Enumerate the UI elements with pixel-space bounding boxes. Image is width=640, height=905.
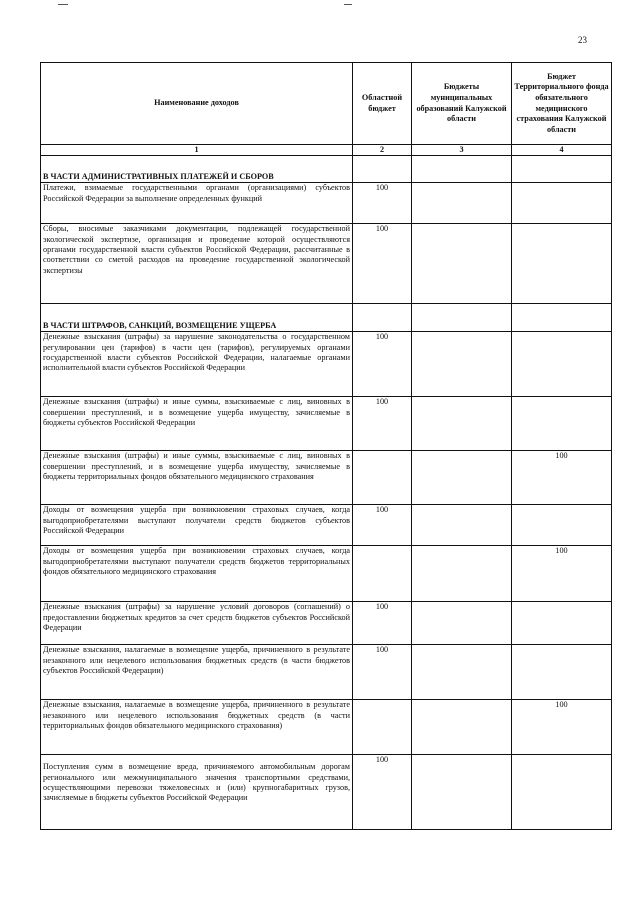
- municipal-share: [412, 700, 512, 755]
- revenue-distribution-table: [40, 62, 612, 830]
- tfoms-share: 100: [512, 700, 612, 755]
- table-row: [41, 451, 612, 505]
- municipal-share: [412, 332, 512, 397]
- scan-artifact-mark: [344, 4, 352, 5]
- table-row: [41, 397, 612, 451]
- regional-share: 100: [353, 183, 412, 224]
- tfoms-share: 100: [512, 546, 612, 602]
- municipal-share: [412, 397, 512, 451]
- regional-share: 100: [353, 645, 412, 700]
- tfoms-share: [512, 645, 612, 700]
- municipal-share: [412, 183, 512, 224]
- column-number: 3: [412, 145, 512, 156]
- municipal-share: [412, 645, 512, 700]
- income-name: Поступления сумм в возмещение вреда, причиняемого автомобильным дорогам регионального или межмуниципального значения транспортными средствами, осуществляющими перевозки тяжеловесных и (или) крупногабаритных грузов, зачисляемые в бюджеты субъектов Российской Федерации: [41, 755, 353, 830]
- section-row: [41, 304, 612, 332]
- tfoms-share: [512, 224, 612, 304]
- table-row: [41, 224, 612, 304]
- table-row: [41, 183, 612, 224]
- table-row: [41, 755, 612, 830]
- income-name: Денежные взыскания (штрафы) за нарушение условий договоров (соглашений) о предоставлении бюджетных кредитов за счет средств бюджетов субъектов Российской Федерации: [41, 602, 353, 645]
- regional-share: 100: [353, 332, 412, 397]
- header-row: [41, 63, 612, 145]
- income-name: Платежи, взимаемые государственными органами (организациями) субъектов Российской Федерации за выполнение определенных функций: [41, 183, 353, 224]
- table-row: [41, 645, 612, 700]
- income-name: Денежные взыскания, налагаемые в возмещение ущерба, причиненного в результате незаконного или нецелевого использования бюджетных средств (в части территориальных фондов обязательного медицинского страхования): [41, 700, 353, 755]
- income-name: Денежные взыскания (штрафы) и иные суммы, взыскиваемые с лиц, виновных в совершении преступлений, и в возмещение ущерба имуществу, зачисляемые в бюджеты субъектов Российской Федерации: [41, 397, 353, 451]
- income-name: Денежные взыскания (штрафы) и иные суммы, взыскиваемые с лиц, виновных в совершении преступлений, и в возмещение ущерба имуществу, зачисляемые в бюджеты территориальных фондов обязательного медицинского страхования: [41, 451, 353, 505]
- municipal-share: [412, 224, 512, 304]
- tfoms-share: [512, 183, 612, 224]
- regional-share: 100: [353, 505, 412, 546]
- column-number-row: [41, 145, 612, 156]
- table-row: [41, 332, 612, 397]
- header-regional-budget: Областной бюджет: [353, 63, 412, 145]
- column-number: 2: [353, 145, 412, 156]
- regional-share: 100: [353, 397, 412, 451]
- header-income-name: Наименование доходов: [41, 63, 353, 145]
- municipal-share: [412, 505, 512, 546]
- column-number: 4: [512, 145, 612, 156]
- tfoms-share: [512, 602, 612, 645]
- section-row: [41, 156, 612, 183]
- regional-share: 100: [353, 224, 412, 304]
- section-title: В ЧАСТИ ШТРАФОВ, САНКЦИЙ, ВОЗМЕЩЕНИЕ УЩЕРБА: [41, 304, 353, 332]
- income-name: Сборы, вносимые заказчиками документации, подлежащей государственной экологической экспертизе, организация и проведение которой осуществляются органами государственной власти субъектов Российской Федерации, рассчитанные в соответствии со сметой расходов на проведение государственной экологической экспертизы: [41, 224, 353, 304]
- municipal-share: [412, 451, 512, 505]
- table-row: [41, 700, 612, 755]
- municipal-share: [412, 546, 512, 602]
- income-name: Доходы от возмещения ущерба при возникновении страховых случаев, когда выгодоприобретателями выступают получатели средств бюджетов территориальных фондов обязательного медицинского страхования: [41, 546, 353, 602]
- income-name: Денежные взыскания (штрафы) за нарушение законодательства о государственном регулировании цен (тарифов) в части цен (тарифов), регулируемых органами государственной власти субъектов Российской Федерации, налагаемые органами исполнительной власти субъектов Российской Федерации: [41, 332, 353, 397]
- table-row: [41, 546, 612, 602]
- tfoms-share: [512, 505, 612, 546]
- table-row: [41, 505, 612, 546]
- tfoms-share: [512, 332, 612, 397]
- income-name: Доходы от возмещения ущерба при возникновении страховых случаев, когда выгодоприобретателями выступают получатели средств бюджетов субъектов Российской Федерации: [41, 505, 353, 546]
- table-row: [41, 602, 612, 645]
- header-municipal-budgets: Бюджеты муниципальных образований Калужской области: [412, 63, 512, 145]
- municipal-share: [412, 602, 512, 645]
- regional-share: [353, 451, 412, 505]
- page-number: 23: [578, 35, 587, 45]
- tfoms-share: [512, 397, 612, 451]
- regional-share: [353, 546, 412, 602]
- tfoms-share: [512, 755, 612, 830]
- column-number: 1: [41, 145, 353, 156]
- regional-share: 100: [353, 602, 412, 645]
- tfoms-share: 100: [512, 451, 612, 505]
- scan-artifact-mark: [58, 4, 68, 5]
- municipal-share: [412, 755, 512, 830]
- income-name: Денежные взыскания, налагаемые в возмещение ущерба, причиненного в результате незаконного или нецелевого использования бюджетных средств (в части бюджетов субъектов Российской Федерации): [41, 645, 353, 700]
- header-tfoms-budget: Бюджет Территориального фонда обязательного медицинского страхования Калужской области: [512, 63, 612, 145]
- section-title: В ЧАСТИ АДМИНИСТРАТИВНЫХ ПЛАТЕЖЕЙ И СБОРОВ: [41, 156, 353, 183]
- regional-share: 100: [353, 755, 412, 830]
- regional-share: [353, 700, 412, 755]
